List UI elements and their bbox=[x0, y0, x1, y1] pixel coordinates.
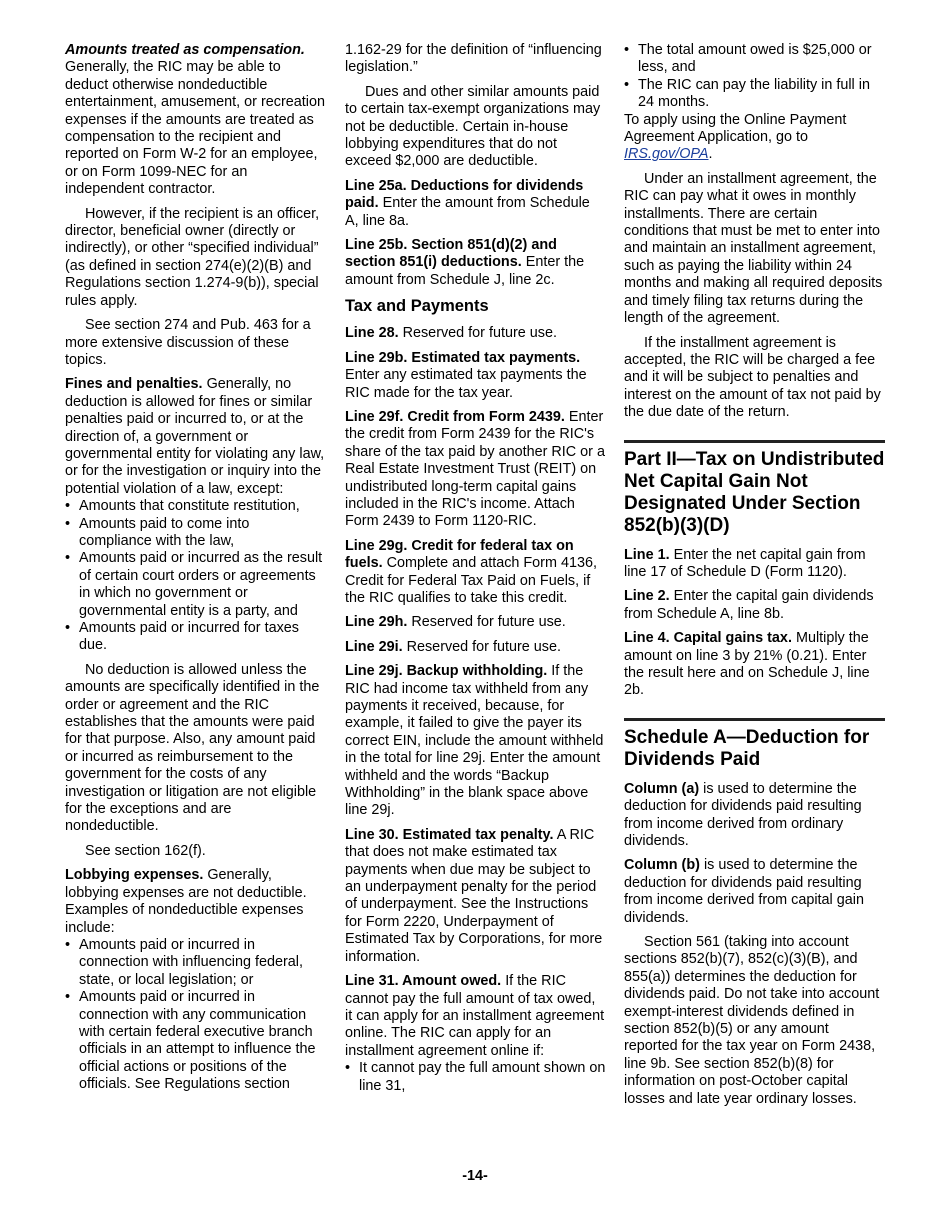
column-b-heading: Column (b) bbox=[624, 857, 700, 874]
line-29i-text: Reserved for future use. bbox=[406, 638, 561, 655]
list-item: • Amounts that constitute restitution, bbox=[65, 498, 326, 515]
line-28 bbox=[345, 325, 606, 342]
line-29i bbox=[345, 639, 606, 656]
opa-section bbox=[624, 42, 885, 164]
line-25a-heading: Line 25a. Deductions for dividends paid. bbox=[345, 177, 584, 212]
schedule-a-heading: Schedule A—Deduction for Dividends Paid bbox=[624, 726, 870, 770]
list-item: • Amounts paid or incurred in connection with any communication with certain federal executive branch officials in an attempt to influence the official actions or positions of the officials. See Regulations section bbox=[65, 989, 326, 1093]
line-31-heading: Line 31. Amount owed. bbox=[345, 973, 502, 990]
line-29j-heading: Line 29j. Backup withholding. bbox=[345, 663, 548, 680]
line-29b-text: Enter any estimated tax payments the RIC made for the tax year. bbox=[345, 367, 587, 401]
column-a-text: is used to determine the deduction for dividends paid resulting from income derived from ordinary dividends. bbox=[624, 780, 862, 849]
paragraph-see-274: See section 274 and Pub. 463 for a more extensive discussion of these topics. bbox=[65, 317, 311, 368]
line-29b-heading: Line 29b. Estimated tax payments. bbox=[345, 349, 581, 366]
lobbying-section bbox=[65, 867, 326, 1093]
line-30-heading: Line 30. Estimated tax penalty. bbox=[345, 826, 554, 843]
apply-text: To apply using the Online Payment Agreement Application, go to bbox=[624, 111, 847, 146]
part2-line-1-heading: Line 1. bbox=[624, 546, 670, 563]
paragraph-see-162: See section 162(f). bbox=[85, 842, 206, 859]
part2-line-2-text: Enter the capital gain dividends from Schedule A, line 8b. bbox=[624, 588, 874, 622]
line-29i-heading: Line 29i. bbox=[345, 638, 403, 655]
opa-link[interactable]: IRS.gov/OPA bbox=[624, 146, 709, 163]
paragraph-lobbying bbox=[65, 867, 326, 937]
paragraph-apply bbox=[624, 112, 885, 164]
paragraph-lobby-continued: 1.162-29 for the definition of “influencing legislation.” bbox=[345, 42, 602, 76]
paragraph-dues: Dues and other similar amounts paid to certain tax-exempt organizations may not be deductible. Certain in-house lobbying expenditures that do not exceed $2,000 are deductible. bbox=[345, 83, 601, 170]
paragraph-installment: Under an installment agreement, the RIC can pay what it owes in monthly installments. There are certain conditions that must be met to enter into and maintain an installment agreement, such as paying the liability within 24 months and making all required deposits and timely filing tax returns during the length of the agreement. bbox=[624, 170, 883, 327]
lobbying-text: Generally, lobbying expenses are not deductible. Examples of nondeductible expenses include: bbox=[65, 867, 307, 936]
line-29b bbox=[345, 350, 606, 402]
section-divider bbox=[624, 718, 885, 721]
column-middle bbox=[345, 42, 606, 1102]
line-29f-text: Enter the credit from Form 2439 for the RIC's share of the tax paid by another RIC or a Real Estate Investment Trust (REIT) on undistributed long-term capital gains included in the RIC's income. Attach Form 2439 to Form 1120-RIC. bbox=[345, 408, 605, 530]
line-29j-text: If the RIC had income tax withheld from any payments it received, because, for example, it failed to give the payer its correct EIN, include the amount withheld in the total for line 29j. Enter the amount withheld and the words “Backup Withholding” in the blank space above line 29j. bbox=[345, 663, 604, 819]
column-b-paragraph bbox=[624, 857, 885, 927]
amounts-comp-text: Generally, the RIC may be able to deduct otherwise nondeductible entertainment, amusement, or recreation expenses if the amounts are treated as compensation to the recipient and reported on Form W-2 for an employee, or on Form 1099-NEC for an independent contractor. bbox=[65, 59, 325, 198]
fines-section bbox=[65, 376, 326, 655]
apply-period: . bbox=[708, 146, 713, 163]
line-30 bbox=[345, 827, 606, 966]
part2-line-4-heading: Line 4. Capital gains tax. bbox=[624, 630, 792, 647]
line-25b-heading: Line 25b. Section 851(d)(2) and section 851(i) deductions. bbox=[345, 237, 557, 271]
column-left bbox=[65, 42, 326, 1101]
list-item: • Amounts paid or incurred in connection with influencing federal, state, or local legislation; or bbox=[65, 937, 326, 989]
line-29h-heading: Line 29h. bbox=[345, 614, 408, 631]
column-a-paragraph bbox=[624, 781, 885, 851]
list-item: • It cannot pay the full amount shown on line 31, bbox=[345, 1060, 606, 1095]
line-29h bbox=[345, 614, 606, 631]
paragraph-fines bbox=[65, 376, 326, 498]
column-b-text: is used to determine the deduction for dividends paid resulting from income derived from capital gain dividends. bbox=[624, 857, 864, 926]
line-29f bbox=[345, 409, 606, 531]
part-ii-heading: Part II—Tax on Undistributed Net Capital Gain Not Designated Under Section 852(b)(3)(D) bbox=[624, 448, 885, 536]
line-29g-heading: Line 29g. Credit for federal tax on fuels. bbox=[345, 537, 574, 572]
line-25a bbox=[345, 178, 606, 230]
list-item: • Amounts paid or incurred as the result of certain court orders or agreements in which no government or governmental entity is a party, and bbox=[65, 550, 326, 620]
line-25b bbox=[345, 237, 606, 289]
part2-line-1 bbox=[624, 547, 885, 582]
paragraph-section-561: Section 561 (taking into account sections 852(b)(7), 852(c)(3)(B), and 855(a)) determines the deduction for dividends paid. Do not take into account exempt-interest dividends defined in section 852(b)(5) or any amount reported for the tax year on Form 2438, line 9b. See section 852(b)(8) for information on post-October capital losses and late year ordinary losses. bbox=[624, 934, 880, 1107]
page-number: -14- bbox=[462, 1168, 488, 1184]
line-29f-heading: Line 29f. Credit from Form 2439. bbox=[345, 408, 565, 425]
list-item: • Amounts paid to come into compliance with the law, bbox=[65, 516, 326, 551]
part2-line-4-text: Multiply the amount on line 3 by 21% (0.21). Enter the result here and on Schedule J, line 2b. bbox=[624, 630, 870, 699]
paragraph-however: However, if the recipient is an officer, director, beneficial owner (directly or indirectly), or other “specified individual” (as defined in section 274(e)(2)(B) and Regulations section 1.274-9(b)), special rules apply. bbox=[65, 205, 320, 309]
list-item: • Amounts paid or incurred for taxes due. bbox=[65, 620, 326, 655]
list-item: • The RIC can pay the liability in full in 24 months. bbox=[624, 77, 885, 112]
line-25b-text: Enter the amount from Schedule J, line 2c. bbox=[345, 254, 585, 288]
line-31 bbox=[345, 973, 606, 1060]
part2-line-2 bbox=[624, 588, 885, 623]
column-a-heading: Column (a) bbox=[624, 780, 700, 797]
line-29j bbox=[345, 663, 606, 820]
line-30-text: A RIC that does not make estimated tax payments when due may be subject to an underpayment penalty for the period of underpayment. See the Instructions for Form 2220, Underpayment of Estimated Tax by Corporations, for more information. bbox=[345, 826, 603, 965]
part2-line-4 bbox=[624, 630, 885, 700]
list-item: • The total amount owed is $25,000 or less, and bbox=[624, 42, 885, 77]
fines-heading: Fines and penalties. bbox=[65, 376, 203, 393]
amounts-comp-heading: Amounts treated as compensation. bbox=[65, 42, 305, 58]
line-29g-text: Complete and attach Form 4136, Credit for Federal Tax Paid on Fuels, if the RIC qualifies to take this credit. bbox=[345, 555, 597, 606]
section-divider bbox=[624, 440, 885, 443]
line-31-section bbox=[345, 973, 606, 1095]
tax-and-payments-heading: Tax and Payments bbox=[345, 297, 489, 316]
paragraph-if-accepted: If the installment agreement is accepted, the RIC will be charged a fee and it will be subject to penalties and interest on the amount of tax not paid by the due date of the return. bbox=[624, 334, 881, 421]
line-28-heading: Line 28. bbox=[345, 325, 399, 342]
lobbying-heading: Lobbying expenses. bbox=[65, 867, 204, 884]
line-29g bbox=[345, 538, 606, 608]
part2-line-2-heading: Line 2. bbox=[624, 588, 670, 605]
line-31-text: If the RIC cannot pay the full amount of tax owed, it can apply for an installment agreement online. The RIC can apply for an installment agreement online if: bbox=[345, 973, 605, 1059]
part2-line-1-text: Enter the net capital gain from line 17 of Schedule D (Form 1120). bbox=[624, 546, 866, 580]
line-28-text: Reserved for future use. bbox=[402, 325, 557, 342]
line-25a-text: Enter the amount from Schedule A, line 8a. bbox=[345, 195, 590, 229]
column-right bbox=[624, 42, 885, 1115]
paragraph-amounts-comp bbox=[65, 42, 326, 199]
line-29h-text: Reserved for future use. bbox=[411, 614, 566, 631]
fines-text: Generally, no deduction is allowed for fines or similar penalties paid or incurred to, or at the direction of, a government or governmental entity for violating any law, or for the investigation or inquiry into the potential violation of a law, except: bbox=[65, 376, 325, 497]
paragraph-no-deduction: No deduction is allowed unless the amounts are specifically identified in the order or agreement and the RIC establishes that the amounts were paid for that purpose. Also, any amount paid or incurred as reimbursement to the government for the costs of any investigation or litigation are not eligible for the exceptions and are nondeductible. bbox=[65, 661, 320, 835]
